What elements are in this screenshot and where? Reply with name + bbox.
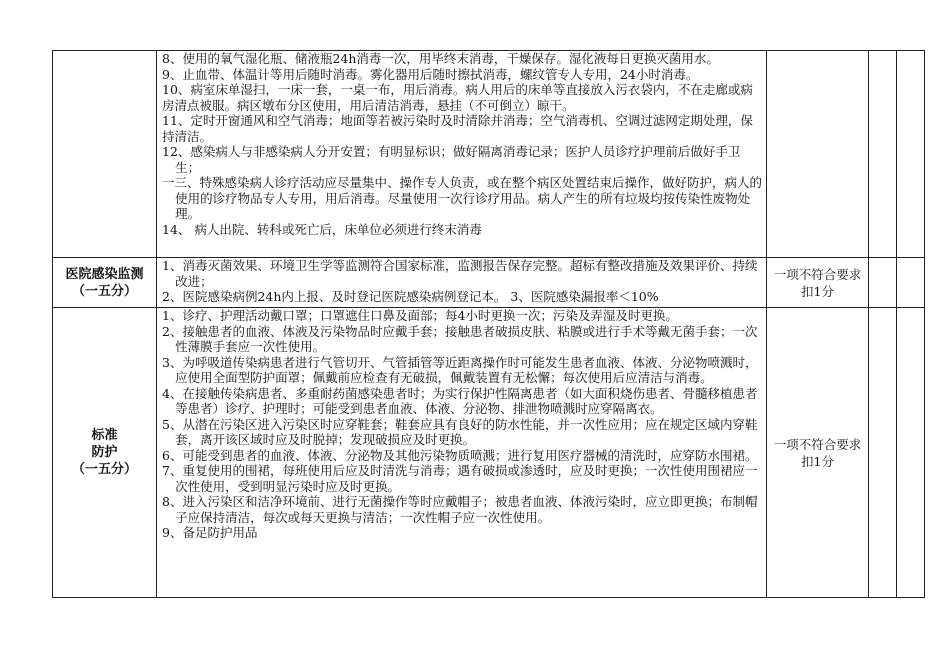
score-cell [869, 308, 897, 598]
list-item: 一三、特殊感染病人诊疗活动应尽量集中、操作专人负责，或在整个病区处置结束后操作，做好防护，病人的使用的诊疗物品专人专用，用后消毒。尽量使用一次行诊疗用品。病人产生的所有垃圾均按传染性废物处理。 [162, 175, 763, 221]
deduction-cell [767, 308, 869, 598]
score-cell [869, 51, 897, 258]
list-item: 9、止血带、体温计等用后随时消毒。雾化器用后随时擦拭消毒，螺纹管专人专用，24小时消毒。 [162, 66, 699, 82]
list-item: 14、 病人出院、转科或死亡后，床单位必须进行终末消毒 [162, 221, 482, 237]
remark-cell [897, 51, 925, 258]
category-title: 医院感染监测 [65, 266, 144, 282]
list-item: 4、在接触传染病患者、多重耐药菌感染患者时；为实行保护性隔离患者（如大面积烧伤患者、骨髓移植患者等患者）诊疗、护理时；可能受到患者血液、体液、分泌物、排泄物喷溅时应穿隔离衣。 [162, 385, 758, 416]
list-item: 8、进入污染区和洁净环境前、进行无菌操作等时应戴帽子；被患者血液、体液污染时，应立即更换；布制帽子应保持清洁，每次或每天更换与清洁；一次性帽子应一次性使用。 [162, 494, 758, 525]
remark-cell [897, 308, 925, 598]
list-item: 9、备足防护用品 [162, 525, 258, 540]
requirements-cell [157, 51, 767, 258]
remark-cell [897, 258, 925, 308]
deduction-cell [767, 51, 869, 258]
table-row [53, 308, 925, 598]
list-item: 11、定时开窗通风和空气消毒；地面等若被污染时及时清除并消毒；空气消毒机、空调过滤网定期处理，保持清洁。 [162, 113, 753, 144]
deduction-rule: 一项不符合要求扣1分 [773, 266, 862, 299]
deduction-rule: 一项不符合要求扣1分 [773, 436, 862, 469]
list-item: 10、病室床单湿扫，一床一套，一桌一布，用后消毒。病人用后的床单等直接放入污衣袋内，不在走廊或病房清点被服。病区墩布分区使用，用后清洁消毒，悬挂（不可倒立）晾干。 [162, 82, 753, 113]
list-item: 8、使用的氧气湿化瓶、储液瓶24h消毒一次，用毕终末消毒，干燥保存。湿化液每日更换灭菌用水。 [162, 51, 719, 66]
table-row [53, 51, 925, 258]
category-cell [53, 308, 157, 598]
list-item: 3、为呼吸道传染病患者进行气管切开、气管插管等近距离操作时可能发生患者血液、体液、分泌物喷溅时，应使用全面型防护面罩；佩戴前应检查有无破损，佩戴装置有无松懈；每次使用后应清洁与消毒。 [162, 354, 758, 385]
list-item: 5、从潜在污染区进入污染区时应穿鞋套；鞋套应具有良好的防水性能，并一次性应用；应在规定区域内穿鞋套，离开该区域时应及时脱掉；发现破损应及时更换。 [162, 416, 758, 447]
category-title: 防护 [91, 445, 118, 460]
list-item: 1、诊疗、护理活动戴口罩；口罩遮住口鼻及面部；每4小时更换一次；污染及弄湿及时更换。 [162, 308, 678, 323]
requirements-cell [157, 308, 767, 598]
list-item: 2、医院感染病例24h内上报、及时登记医院感染病例登记本。 3、医院感染漏报率＜10% [162, 289, 659, 304]
list-item: 6、可能受到患者的血液、体液、分泌物及其他污染物质喷溅；进行复用医疗器械的清洗时，应穿防水围裙。 [162, 447, 758, 463]
deduction-cell [767, 258, 869, 308]
list-item: 7、重复使用的围裙，每班使用后应及时清洗与消毒；遇有破损或渗透时，应及时更换；一次性使用围裙应一次性使用，受到明显污染时应及时更换。 [162, 463, 758, 494]
category-cell [53, 51, 157, 258]
requirements-cell [157, 258, 767, 308]
score-cell [869, 258, 897, 308]
standards-table [52, 50, 925, 598]
category-points: （一五分） [71, 462, 137, 477]
category-title: 标准 [91, 428, 118, 443]
category-points: （一五分） [71, 283, 137, 299]
category-cell [53, 258, 157, 308]
list-item: 12、感染病人与非感染病人分开安置；有明显标识；做好隔离消毒记录；医护人员诊疗护理前后做好手卫生； [162, 144, 741, 175]
table-row [53, 258, 925, 308]
list-item: 1、消毒灭菌效果、环境卫生学等监测符合国家标准，监测报告保存完整。超标有整改措施及效果评价、持续改进； [162, 258, 758, 289]
list-item: 2、接触患者的血液、体液及污染物品时应戴手套；接触患者破损皮肤、粘膜或进行手术等戴无菌手套；一次性薄膜手套应一次性使用。 [162, 323, 758, 354]
